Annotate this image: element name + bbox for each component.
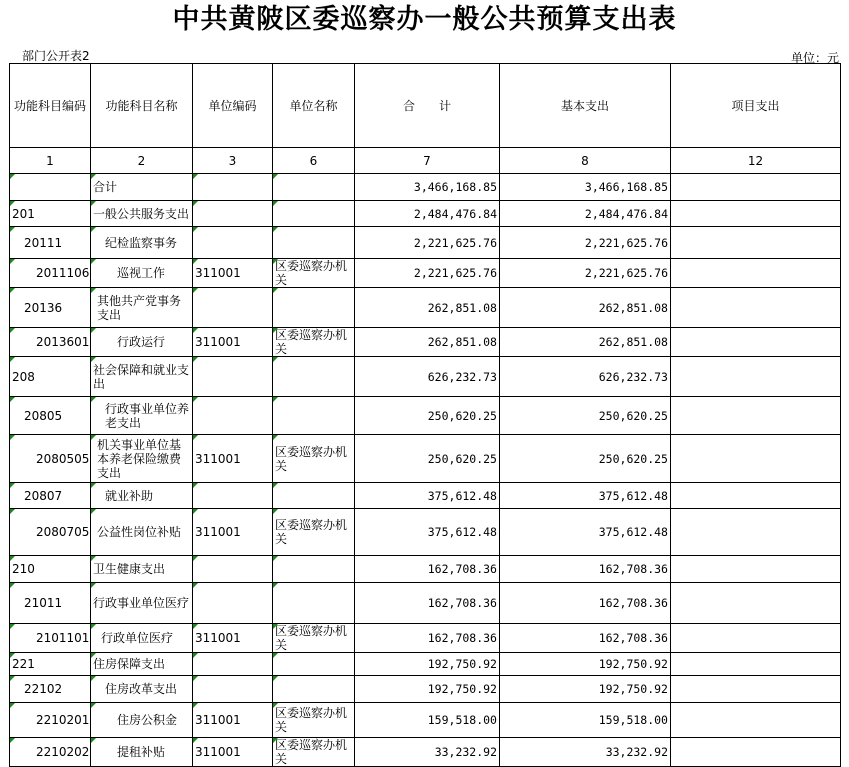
header-unit-code: 单位编码 bbox=[193, 64, 273, 148]
total-cell: 162,708.36 bbox=[355, 624, 500, 653]
project-cell bbox=[671, 676, 841, 703]
function-name-cell: 公益性岗位补贴 bbox=[91, 509, 193, 556]
function-code-cell: 20807 bbox=[10, 483, 91, 509]
total-cell: 3,466,168.85 bbox=[355, 174, 500, 201]
basic-cell: 33,232.92 bbox=[500, 738, 671, 767]
header-row bbox=[10, 64, 841, 148]
project-cell bbox=[671, 653, 841, 676]
unit-name-cell bbox=[273, 556, 355, 583]
unit-name-cell bbox=[273, 583, 355, 624]
function-name-cell: 住房公积金 bbox=[91, 703, 193, 738]
function-code-cell: 2013601 bbox=[10, 328, 91, 357]
project-cell bbox=[671, 435, 841, 483]
unit-name-cell bbox=[273, 288, 355, 328]
unit-code-cell bbox=[193, 227, 273, 259]
header-total: 合 计 bbox=[355, 64, 500, 148]
col-number: 7 bbox=[355, 148, 500, 174]
function-name-cell: 提租补贴 bbox=[91, 738, 193, 767]
total-cell: 192,750.92 bbox=[355, 653, 500, 676]
unit-code-cell: 311001 bbox=[193, 328, 273, 357]
total-cell: 375,612.48 bbox=[355, 509, 500, 556]
unit-code-cell: 311001 bbox=[193, 738, 273, 767]
unit-code-cell bbox=[193, 653, 273, 676]
table-row bbox=[10, 259, 841, 288]
function-name-cell: 住房改革支出 bbox=[91, 676, 193, 703]
header-basic: 基本支出 bbox=[500, 64, 671, 148]
unit-name-cell: 区委巡察办机关 bbox=[273, 703, 355, 738]
total-cell: 2,484,476.84 bbox=[355, 201, 500, 227]
function-name-cell: 巡视工作 bbox=[91, 259, 193, 288]
unit-name-cell bbox=[273, 201, 355, 227]
page-title: 中共黄陂区委巡察办一般公共预算支出表 bbox=[172, 4, 677, 35]
unit-name-cell bbox=[273, 397, 355, 435]
function-name-cell: 行政单位医疗 bbox=[91, 624, 193, 653]
basic-cell: 162,708.36 bbox=[500, 583, 671, 624]
table-row bbox=[10, 703, 841, 738]
project-cell bbox=[671, 509, 841, 556]
project-cell bbox=[671, 227, 841, 259]
unit-code-cell: 311001 bbox=[193, 624, 273, 653]
basic-cell: 162,708.36 bbox=[500, 556, 671, 583]
unit-code-cell bbox=[193, 174, 273, 201]
function-name-cell: 住房保障支出 bbox=[91, 653, 193, 676]
project-cell bbox=[671, 397, 841, 435]
unit-name-cell bbox=[273, 483, 355, 509]
project-cell bbox=[671, 583, 841, 624]
total-cell: 2,221,625.76 bbox=[355, 259, 500, 288]
function-code-cell: 21011 bbox=[10, 583, 91, 624]
function-code-cell bbox=[10, 174, 91, 201]
total-cell: 262,851.08 bbox=[355, 288, 500, 328]
basic-cell: 375,612.48 bbox=[500, 509, 671, 556]
function-code-cell: 22102 bbox=[10, 676, 91, 703]
function-name-cell: 其他共产党事务支出 bbox=[91, 288, 193, 328]
unit-name-cell: 区委巡察办机关 bbox=[273, 259, 355, 288]
unit-code-cell bbox=[193, 483, 273, 509]
function-name-cell: 卫生健康支出 bbox=[91, 556, 193, 583]
function-code-cell: 2210202 bbox=[10, 738, 91, 767]
basic-cell: 159,518.00 bbox=[500, 703, 671, 738]
unit-code-cell: 311001 bbox=[193, 435, 273, 483]
project-cell bbox=[671, 174, 841, 201]
table-row bbox=[10, 483, 841, 509]
unit-code-cell bbox=[193, 288, 273, 328]
function-code-cell: 2210201 bbox=[10, 703, 91, 738]
total-cell: 250,620.25 bbox=[355, 397, 500, 435]
column-number-row bbox=[10, 148, 841, 174]
project-cell bbox=[671, 201, 841, 227]
table-row bbox=[10, 624, 841, 653]
basic-cell: 2,221,625.76 bbox=[500, 227, 671, 259]
header-project: 项目支出 bbox=[671, 64, 841, 148]
unit-name-cell: 区委巡察办机关 bbox=[273, 738, 355, 767]
form-number: 部门公开表2 bbox=[22, 49, 90, 63]
function-code-cell: 2080705 bbox=[10, 509, 91, 556]
table-row bbox=[10, 357, 841, 397]
unit-name-cell bbox=[273, 676, 355, 703]
project-cell bbox=[671, 738, 841, 767]
function-code-cell: 2101101 bbox=[10, 624, 91, 653]
basic-cell: 250,620.25 bbox=[500, 435, 671, 483]
basic-cell: 250,620.25 bbox=[500, 397, 671, 435]
basic-cell: 262,851.08 bbox=[500, 288, 671, 328]
table-row bbox=[10, 201, 841, 227]
function-code-cell: 2011106 bbox=[10, 259, 91, 288]
function-name-cell: 行政事业单位养老支出 bbox=[91, 397, 193, 435]
project-cell bbox=[671, 357, 841, 397]
unit-name-cell: 区委巡察办机关 bbox=[273, 435, 355, 483]
total-cell: 162,708.36 bbox=[355, 583, 500, 624]
unit-label: 单位：元 bbox=[790, 51, 839, 65]
function-code-cell: 2080505 bbox=[10, 435, 91, 483]
basic-cell: 2,484,476.84 bbox=[500, 201, 671, 227]
basic-cell: 375,612.48 bbox=[500, 483, 671, 509]
basic-cell: 192,750.92 bbox=[500, 676, 671, 703]
function-name-cell: 纪检监察事务 bbox=[91, 227, 193, 259]
col-number: 8 bbox=[500, 148, 671, 174]
basic-cell: 626,232.73 bbox=[500, 357, 671, 397]
col-number: 6 bbox=[273, 148, 355, 174]
unit-name-cell bbox=[273, 174, 355, 201]
total-cell: 262,851.08 bbox=[355, 328, 500, 357]
header-code: 功能科目编码 bbox=[10, 64, 91, 148]
project-cell bbox=[671, 328, 841, 357]
table-row bbox=[10, 583, 841, 624]
table-row bbox=[10, 556, 841, 583]
col-number: 12 bbox=[671, 148, 841, 174]
table-row bbox=[10, 227, 841, 259]
project-cell bbox=[671, 288, 841, 328]
project-cell bbox=[671, 703, 841, 738]
basic-cell: 3,466,168.85 bbox=[500, 174, 671, 201]
unit-name-cell bbox=[273, 653, 355, 676]
basic-cell: 262,851.08 bbox=[500, 328, 671, 357]
project-cell bbox=[671, 624, 841, 653]
function-code-cell: 210 bbox=[10, 556, 91, 583]
table-row bbox=[10, 397, 841, 435]
header-name: 功能科目名称 bbox=[91, 64, 193, 148]
unit-name-cell: 区委巡察办机关 bbox=[273, 624, 355, 653]
total-cell: 2,221,625.76 bbox=[355, 227, 500, 259]
function-name-cell: 就业补助 bbox=[91, 483, 193, 509]
total-cell: 192,750.92 bbox=[355, 676, 500, 703]
function-code-cell: 20805 bbox=[10, 397, 91, 435]
unit-code-cell bbox=[193, 397, 273, 435]
function-name-cell: 行政运行 bbox=[91, 328, 193, 357]
unit-code-cell bbox=[193, 556, 273, 583]
table-row bbox=[10, 676, 841, 703]
function-name-cell: 社会保障和就业支出 bbox=[91, 357, 193, 397]
function-code-cell: 221 bbox=[10, 653, 91, 676]
unit-code-cell: 311001 bbox=[193, 259, 273, 288]
total-cell: 250,620.25 bbox=[355, 435, 500, 483]
table-row bbox=[10, 328, 841, 357]
unit-code-cell bbox=[193, 676, 273, 703]
project-cell bbox=[671, 259, 841, 288]
col-number: 2 bbox=[91, 148, 193, 174]
unit-code-cell bbox=[193, 357, 273, 397]
project-cell bbox=[671, 483, 841, 509]
unit-code-cell bbox=[193, 201, 273, 227]
unit-name-cell: 区委巡察办机关 bbox=[273, 509, 355, 556]
table-row bbox=[10, 174, 841, 201]
project-cell bbox=[671, 556, 841, 583]
table-row bbox=[10, 509, 841, 556]
unit-name-cell: 区委巡察办机关 bbox=[273, 328, 355, 357]
function-name-cell: 机关事业单位基本养老保险缴费支出 bbox=[91, 435, 193, 483]
budget-table bbox=[9, 63, 841, 767]
unit-code-cell: 311001 bbox=[193, 703, 273, 738]
basic-cell: 162,708.36 bbox=[500, 624, 671, 653]
basic-cell: 192,750.92 bbox=[500, 653, 671, 676]
total-cell: 375,612.48 bbox=[355, 483, 500, 509]
function-code-cell: 20111 bbox=[10, 227, 91, 259]
table-row bbox=[10, 288, 841, 328]
total-cell: 33,232.92 bbox=[355, 738, 500, 767]
header-unit-name: 单位名称 bbox=[273, 64, 355, 148]
col-number: 1 bbox=[10, 148, 91, 174]
total-cell: 159,518.00 bbox=[355, 703, 500, 738]
function-name-cell: 行政事业单位医疗 bbox=[91, 583, 193, 624]
total-cell: 162,708.36 bbox=[355, 556, 500, 583]
unit-code-cell: 311001 bbox=[193, 509, 273, 556]
function-name-cell: 合计 bbox=[91, 174, 193, 201]
unit-name-cell bbox=[273, 357, 355, 397]
table-row bbox=[10, 738, 841, 767]
function-name-cell: 一般公共服务支出 bbox=[91, 201, 193, 227]
basic-cell: 2,221,625.76 bbox=[500, 259, 671, 288]
function-code-cell: 201 bbox=[10, 201, 91, 227]
col-number: 3 bbox=[193, 148, 273, 174]
unit-name-cell bbox=[273, 227, 355, 259]
total-cell: 626,232.73 bbox=[355, 357, 500, 397]
unit-code-cell bbox=[193, 583, 273, 624]
function-code-cell: 208 bbox=[10, 357, 91, 397]
table-row bbox=[10, 435, 841, 483]
table-row bbox=[10, 653, 841, 676]
function-code-cell: 20136 bbox=[10, 288, 91, 328]
